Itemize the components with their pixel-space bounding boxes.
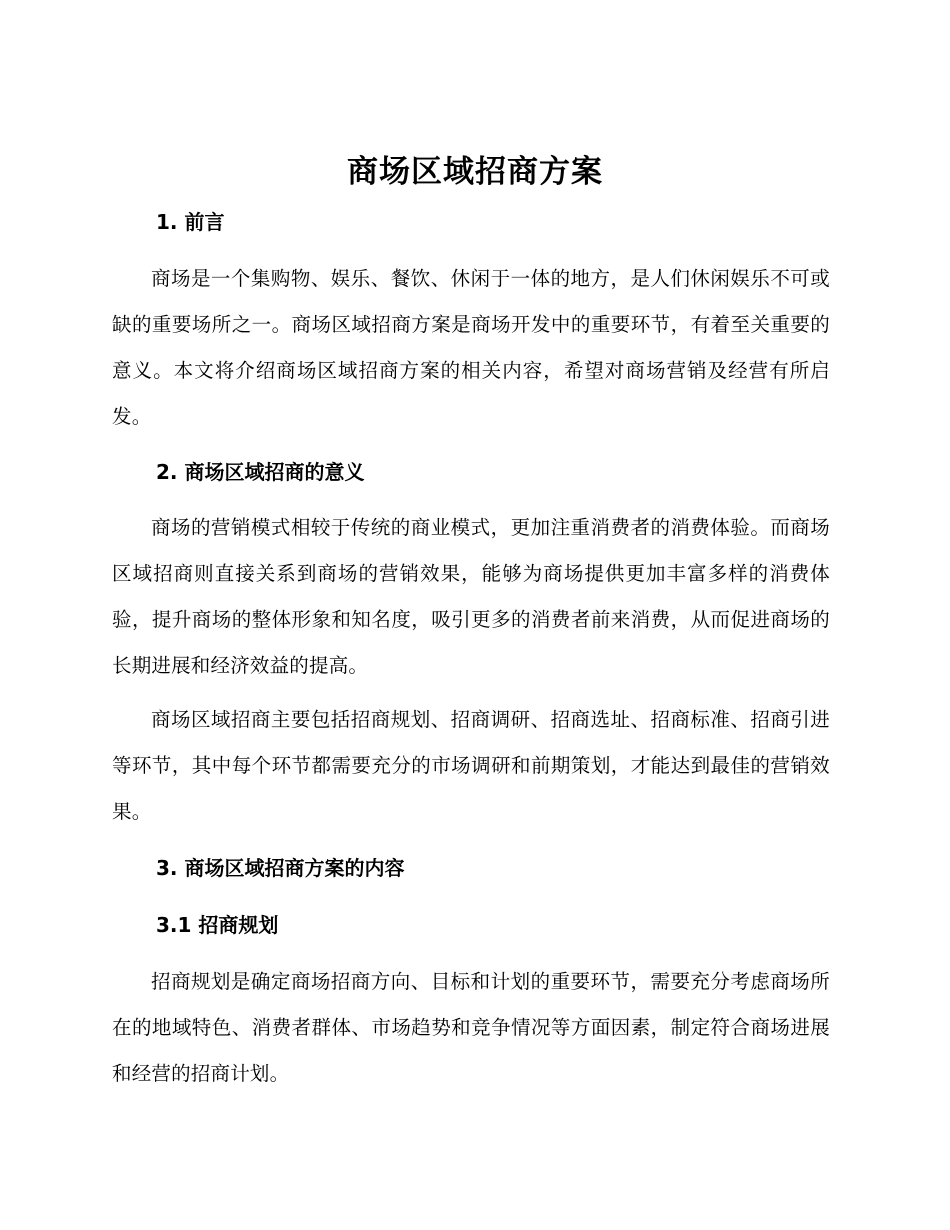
- subsection-heading-planning: 3.1 招商规划: [156, 913, 279, 937]
- section-heading-content: 3. 商场区域招商方案的内容: [156, 856, 405, 880]
- section-heading-significance: 2. 商场区域招商的意义: [156, 460, 365, 484]
- section-heading-preface: 1. 前言: [156, 210, 225, 234]
- paragraph-significance-2: 商场区域招商主要包括招商规划、招商调研、招商选址、招商标准、招商引进等环节，其中每个环节都需要充分的市场调研和前期策划，才能达到最佳的营销效果。: [112, 708, 830, 823]
- document-title: 商场区域招商方案: [347, 154, 603, 190]
- paragraph-planning: 招商规划是确定商场招商方向、目标和计划的重要环节，需要充分考虑商场所在的地域特色、消费者群体、市场趋势和竞争情况等方面因素，制定符合商场进展和经营的招商计划。: [112, 970, 830, 1085]
- paragraph-significance-1: 商场的营销模式相较于传统的商业模式，更加注重消费者的消费体验。而商场区域招商则直接关系到商场的营销效果，能够为商场提供更加丰富多样的消费体验，提升商场的整体形象和知名度，吸引更多的消费者前来消费，从而促进商场的长期进展和经济效益的提高。: [112, 516, 830, 677]
- paragraph-preface: 商场是一个集购物、娱乐、餐饮、休闲于一体的地方，是人们休闲娱乐不可或缺的重要场所之一。商场区域招商方案是商场开发中的重要环节，有着至关重要的意义。本文将介绍商场区域招商方案的相关内容，希望对商场营销及经营有所启发。: [112, 267, 830, 428]
